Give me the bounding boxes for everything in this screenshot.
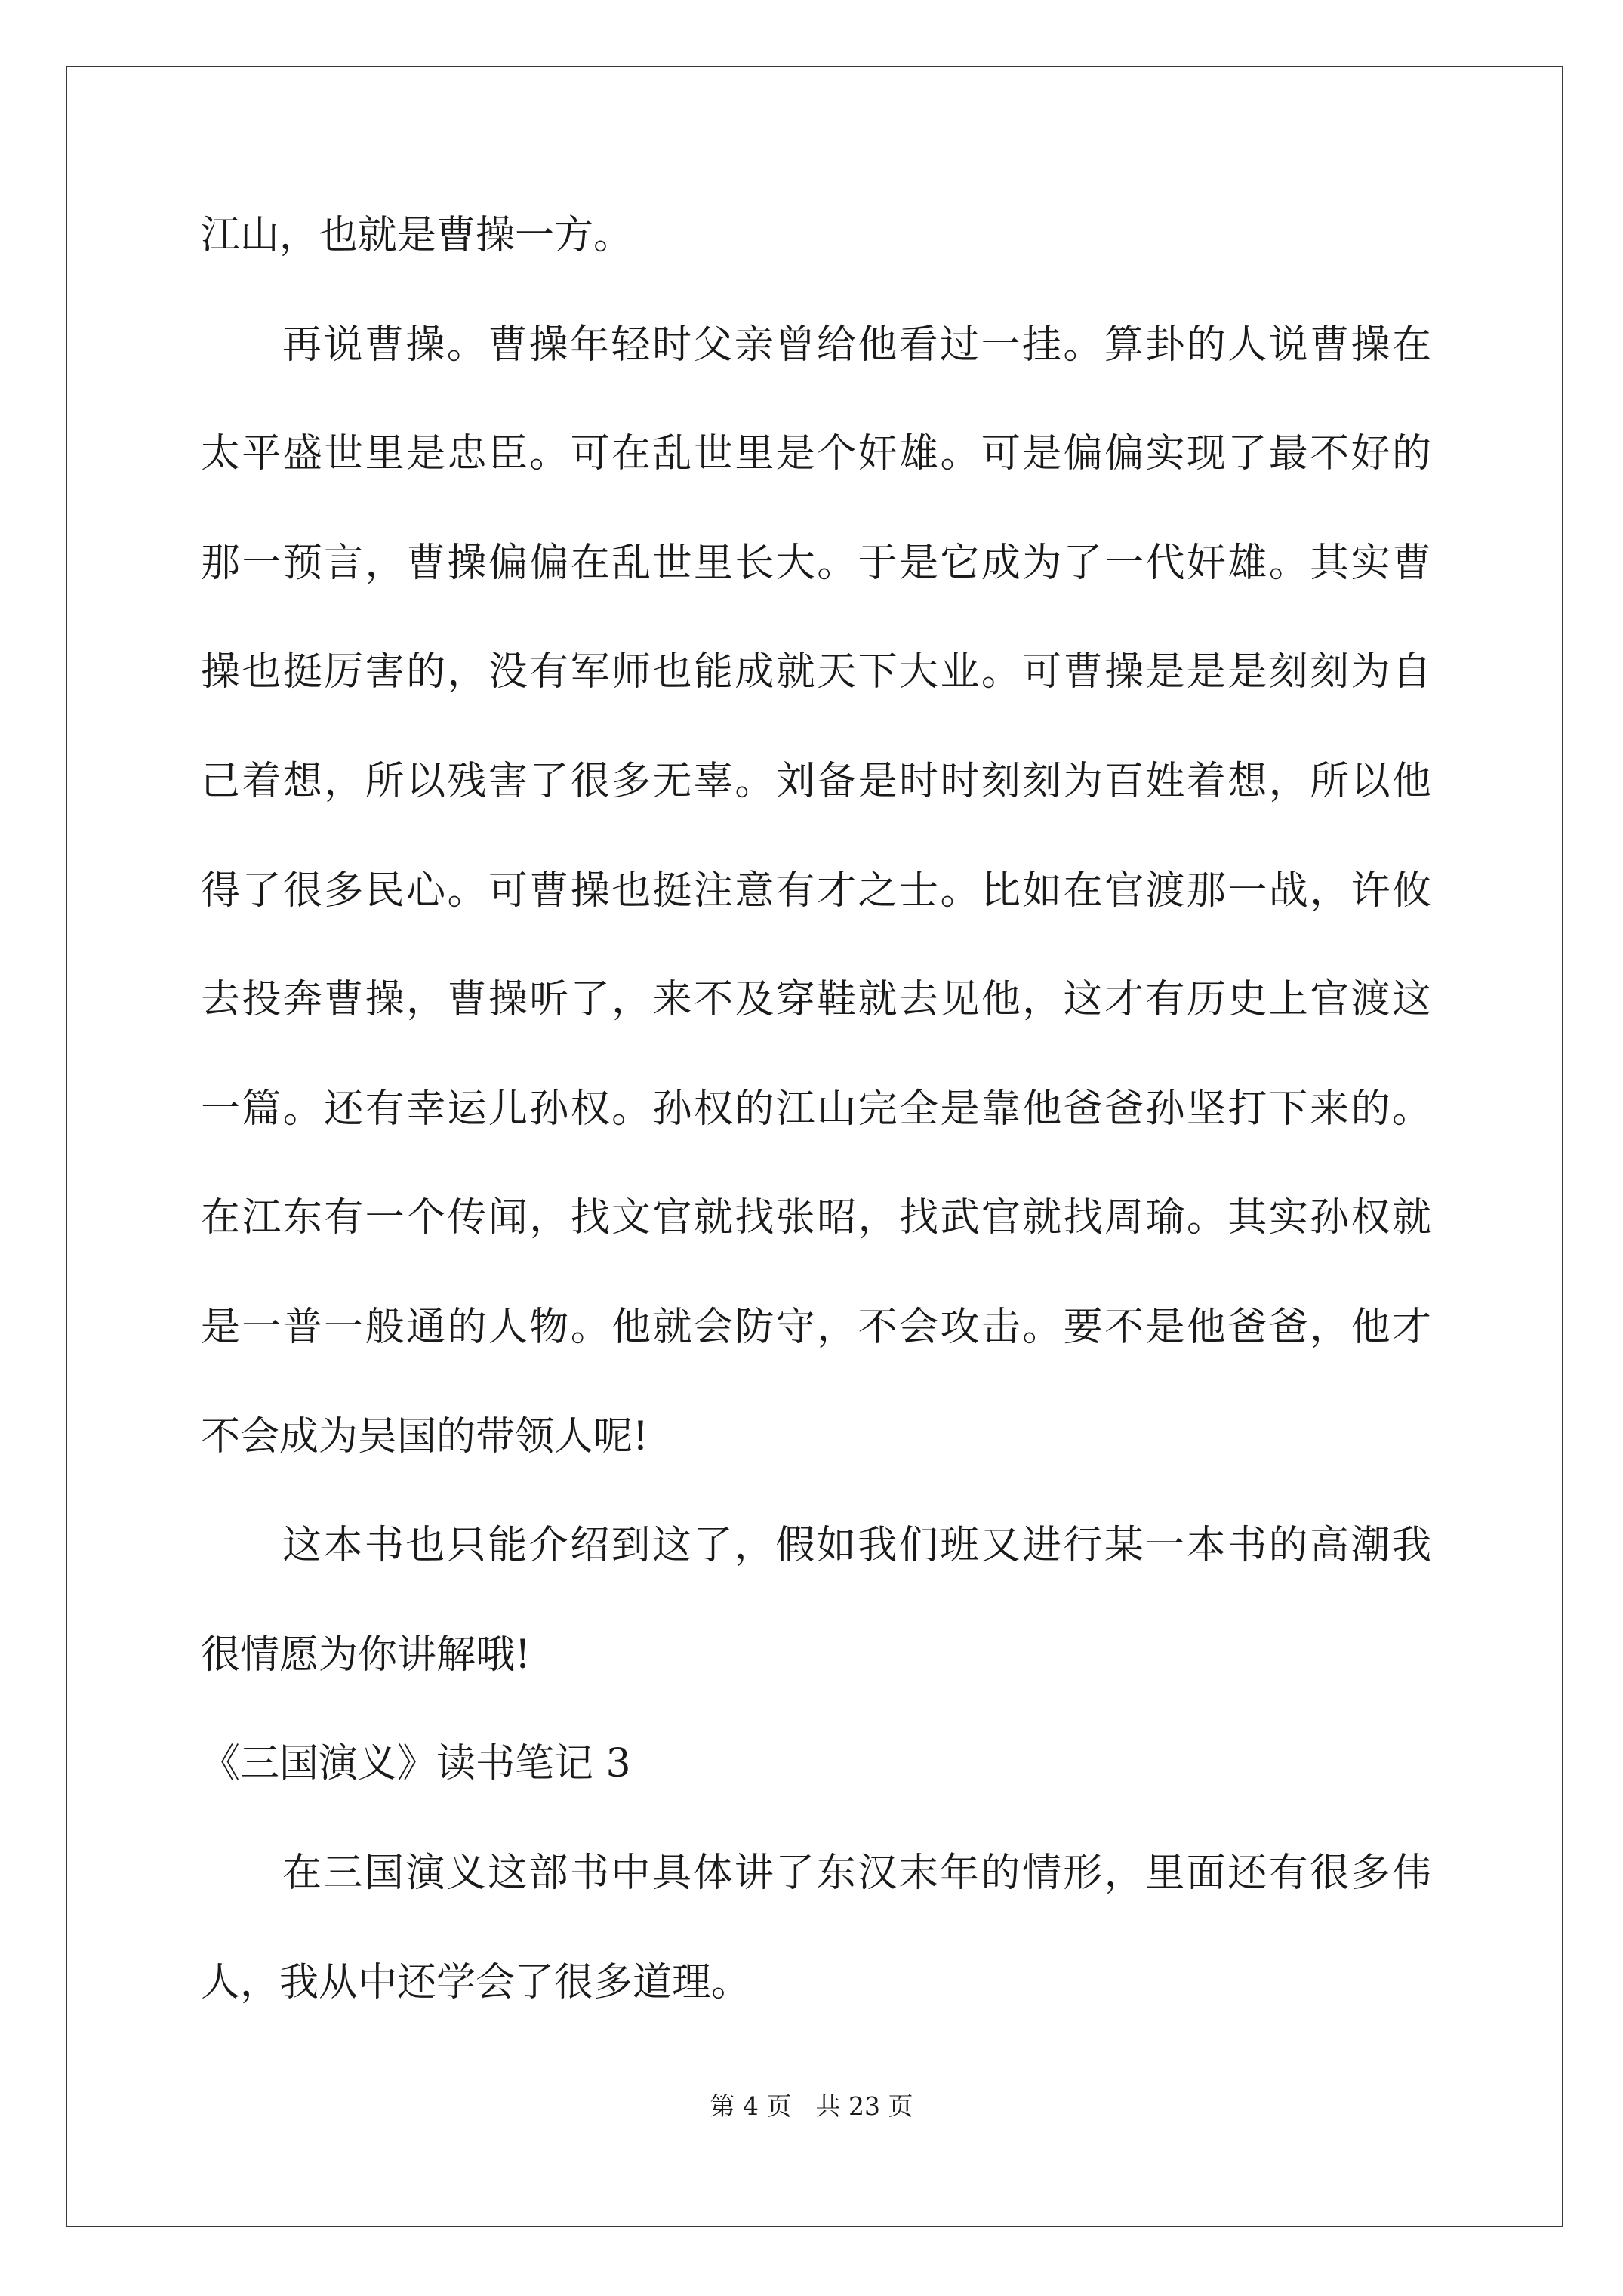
text-line: 人，我从中还学会了很多道理。 [201, 1959, 751, 2005]
text-line: 在江东有一个传闻，找文官就找张昭，找武官就找周瑜。其实孙权就 [201, 1195, 1431, 1241]
text-line: 再说曹操。曹操年轻时父亲曾给他看过一挂。算卦的人说曹操在 [282, 322, 1431, 368]
text-line: 太平盛世里是忠臣。可在乱世里是个奸雄。可是偏偏实现了最不好的 [201, 431, 1431, 477]
text-line: 己着想，所以残害了很多无辜。刘备是时时刻刻为百姓着想，所以他 [201, 758, 1431, 804]
text-line: 是一普一般通的人物。他就会防守，不会攻击。要不是他爸爸，他才 [201, 1304, 1431, 1350]
text-line: 一篇。还有幸运儿孙权。孙权的江山完全是靠他爸爸孙坚打下来的。 [201, 1086, 1431, 1132]
page-total: 共 23 页 [815, 2091, 913, 2121]
text-line: 得了很多民心。可曹操也挺注意有才之士。比如在官渡那一战，许攸 [201, 868, 1431, 914]
page-footer [0, 2091, 1623, 2122]
document-body [201, 205, 1431, 2061]
text-line: 在三国演义这部书中具体讲了东汉末年的情形，里面还有很多伟 [282, 1850, 1431, 1896]
text-line: 操也挺厉害的，没有军师也能成就天下大业。可曹操是是是刻刻为自 [201, 649, 1431, 695]
page-number: 第 4 页 [710, 2091, 792, 2121]
section-heading: 《三国演义》读书笔记 3 [201, 1741, 631, 1787]
text-line: 去投奔曹操，曹操听了，来不及穿鞋就去见他，这才有历史上官渡这 [201, 977, 1431, 1023]
text-line: 很情愿为你讲解哦! [201, 1632, 531, 1678]
text-line: 不会成为吴国的带领人呢! [201, 1413, 648, 1459]
text-line: 那一预言，曹操偏偏在乱世里长大。于是它成为了一代奸雄。其实曹 [201, 540, 1431, 586]
text-line: 江山，也就是曹操一方。 [201, 213, 633, 258]
text-line: 这本书也只能介绍到这了，假如我们班又进行某一本书的高潮我 [282, 1523, 1431, 1569]
